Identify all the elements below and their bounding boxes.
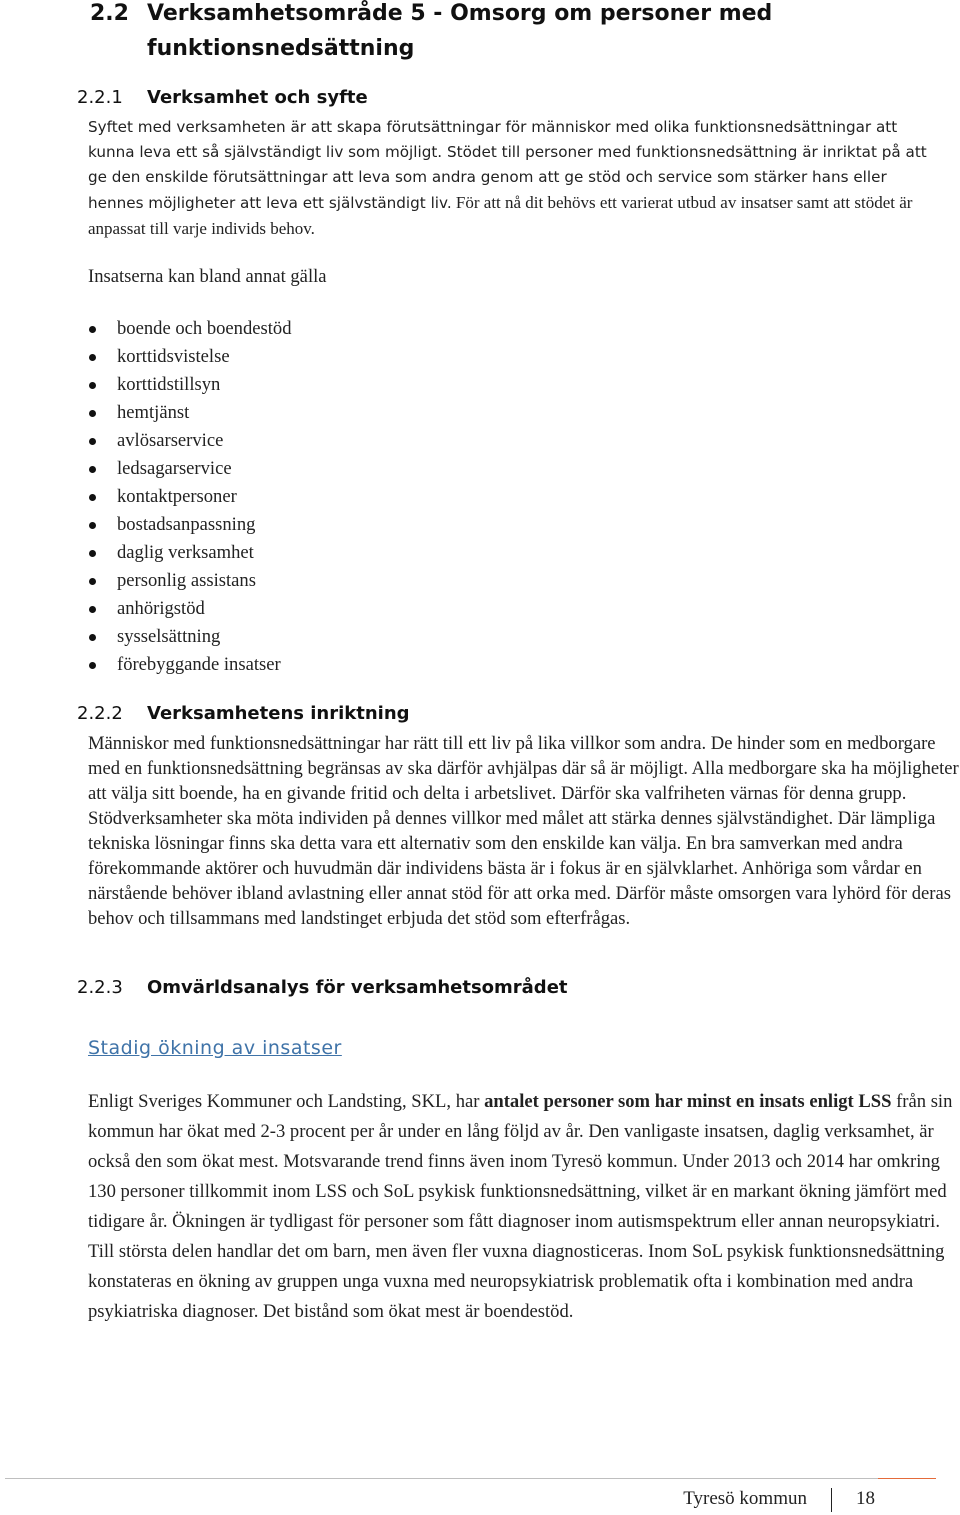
subsection-heading-2-2-1 bbox=[77, 86, 368, 110]
list-item bbox=[88, 315, 292, 343]
subsection-title: Verksamhetens inriktning bbox=[147, 703, 410, 724]
footer-org: Tyresö kommun bbox=[683, 1488, 807, 1509]
subsection-number: 2.2.3 bbox=[77, 977, 123, 998]
list-item-label: daglig verksamhet bbox=[117, 542, 254, 563]
purpose-paragraph bbox=[88, 115, 940, 242]
bullet-icon bbox=[89, 494, 96, 501]
omvarld-text-bold: antalet personer som har minst en insats enligt LSS bbox=[484, 1091, 892, 1112]
list-item bbox=[88, 595, 292, 623]
bullet-icon bbox=[89, 382, 96, 389]
bullet-icon bbox=[89, 466, 96, 473]
footer-rule bbox=[5, 1478, 878, 1479]
list-item-label: förebyggande insatser bbox=[117, 654, 281, 675]
bullet-icon bbox=[89, 606, 96, 613]
section-heading bbox=[90, 0, 810, 66]
list-item bbox=[88, 623, 292, 651]
list-item bbox=[88, 427, 292, 455]
list-item-label: personlig assistans bbox=[117, 570, 256, 591]
subsection-heading-2-2-3 bbox=[77, 976, 568, 1000]
list-item bbox=[88, 567, 292, 595]
list-item bbox=[88, 511, 292, 539]
bullet-icon bbox=[89, 634, 96, 641]
list-item-label: hemtjänst bbox=[117, 402, 190, 423]
bullet-icon bbox=[89, 522, 96, 529]
inriktning-paragraph: Människor med funktionsnedsättningar har rätt till ett liv på lika villkor som andra. De hinder som en medborgare med en funktionsnedsättning begränsas av ska därför avhjälpas där så är möjligt. Alla medborgare ska ha möjligheter att välja sitt boende, ha en givande fritid och delta i arbetslivet. Därför ska valfriheten värnas för denna grupp. Stödverksamheter ska möta individen på dennes villkor med målet att stärka dennes självständighet. Där lämpliga tekniska lösningar finns ska detta vara ett alternativ som den enskilde kan välja. En bra samverkan med andra förekommande aktörer och huvudmän där individens bästa är i fokus är en självklarhet. Anhöriga som vårdar en närstående behöver ibland avlastning eller annat stöd för att orka med. Därför måste omsorgen vara lyhörd för deras behov och tillsammans med landstinget erbjuda det stöd som efterfrågas. bbox=[88, 733, 959, 929]
insatser-intro: Insatserna kan bland annat gälla bbox=[88, 266, 327, 287]
purpose-text-b: Stödet till personer med funktionsnedsättning är inriktat på att ge den enskilde förutsättningar att leva som andra genom att ge stöd och service som stärker hans eller hennes möjligheter att leva ett självständigt liv. bbox=[88, 143, 927, 212]
page-footer bbox=[683, 1486, 875, 1512]
list-item-label: kontaktpersoner bbox=[117, 486, 237, 507]
list-item-label: sysselsättning bbox=[117, 626, 221, 647]
omvarld-paragraph bbox=[88, 1087, 960, 1327]
list-item bbox=[88, 399, 292, 427]
omvarld-text-rest: från sin kommun har ökat med 2-3 procent per år under en lång följd av år. Den vanligaste insatsen, daglig verksamhet, är också den som ökat mest. Motsvarande trend finns även inom Tyresö kommun. Under 2013 och 2014 har omkring 130 personer tillkommit inom LSS och SoL psykisk funktionsnedsättning, vilket är en markant ökning jämfört med tidigare år. Ökningen är tydligast för personer som fått diagnoser inom autismspektrum eller annan neuropsykiatri. Till största delen handlar det om barn, men även fler vuxna diagnosticeras. Inom SoL psykisk funktionsnedsättning konstateras en ökning av gruppen unga vuxna med neuropsykiatrisk problematik ofta i kombination med andra psykiatriska diagnoser. Det bistånd som ökat mest är boendestöd. bbox=[88, 1091, 953, 1322]
section-number: 2.2 bbox=[90, 1, 129, 26]
purpose-text-c: För att nå dit behövs ett varierat utbud av insatser samt att stödet är anpassat till varje individs behov. bbox=[88, 193, 913, 238]
subsection-number: 2.2.1 bbox=[77, 87, 123, 108]
list-item-label: boende och boendestöd bbox=[117, 318, 292, 339]
list-item-label: korttidsvistelse bbox=[117, 346, 230, 367]
list-item bbox=[88, 539, 292, 567]
footer-rule-accent bbox=[878, 1478, 936, 1479]
bullet-icon bbox=[89, 410, 96, 417]
purpose-text-a: Syftet med verksamheten är att skapa förutsättningar för människor med olika funktionsnedsättningar att kunna leva ett så självständigt liv som möjligt. bbox=[88, 118, 898, 161]
bullet-icon bbox=[89, 326, 96, 333]
bullet-icon bbox=[89, 354, 96, 361]
subsection-title: Verksamhet och syfte bbox=[147, 87, 368, 108]
page-number: 18 bbox=[856, 1488, 875, 1509]
bullet-icon bbox=[89, 662, 96, 669]
list-item bbox=[88, 371, 292, 399]
footer-separator bbox=[831, 1488, 832, 1512]
list-item-label: ledsagarservice bbox=[117, 458, 232, 479]
stadig-okning-heading[interactable]: Stadig ökning av insatser bbox=[88, 1037, 342, 1059]
list-item-label: korttidstillsyn bbox=[117, 374, 221, 395]
list-item-label: avlösarservice bbox=[117, 430, 224, 451]
bullet-icon bbox=[89, 550, 96, 557]
list-item bbox=[88, 483, 292, 511]
subsection-number: 2.2.2 bbox=[77, 703, 123, 724]
subsection-heading-2-2-2 bbox=[77, 702, 410, 726]
list-item bbox=[88, 343, 292, 371]
list-item bbox=[88, 651, 292, 679]
bullet-icon bbox=[89, 438, 96, 445]
omvarld-text-start: Enligt Sveriges Kommuner och Landsting, SKL, har bbox=[88, 1091, 485, 1112]
section-title: Verksamhetsområde 5 - Omsorg om personer med funktionsnedsättning bbox=[147, 1, 773, 61]
list-item-label: anhörigstöd bbox=[117, 598, 205, 619]
insatser-list bbox=[88, 315, 292, 679]
list-item-label: bostadsanpassning bbox=[117, 514, 256, 535]
bullet-icon bbox=[89, 578, 96, 585]
list-item bbox=[88, 455, 292, 483]
subsection-title: Omvärldsanalys för verksamhetsområdet bbox=[147, 977, 568, 998]
